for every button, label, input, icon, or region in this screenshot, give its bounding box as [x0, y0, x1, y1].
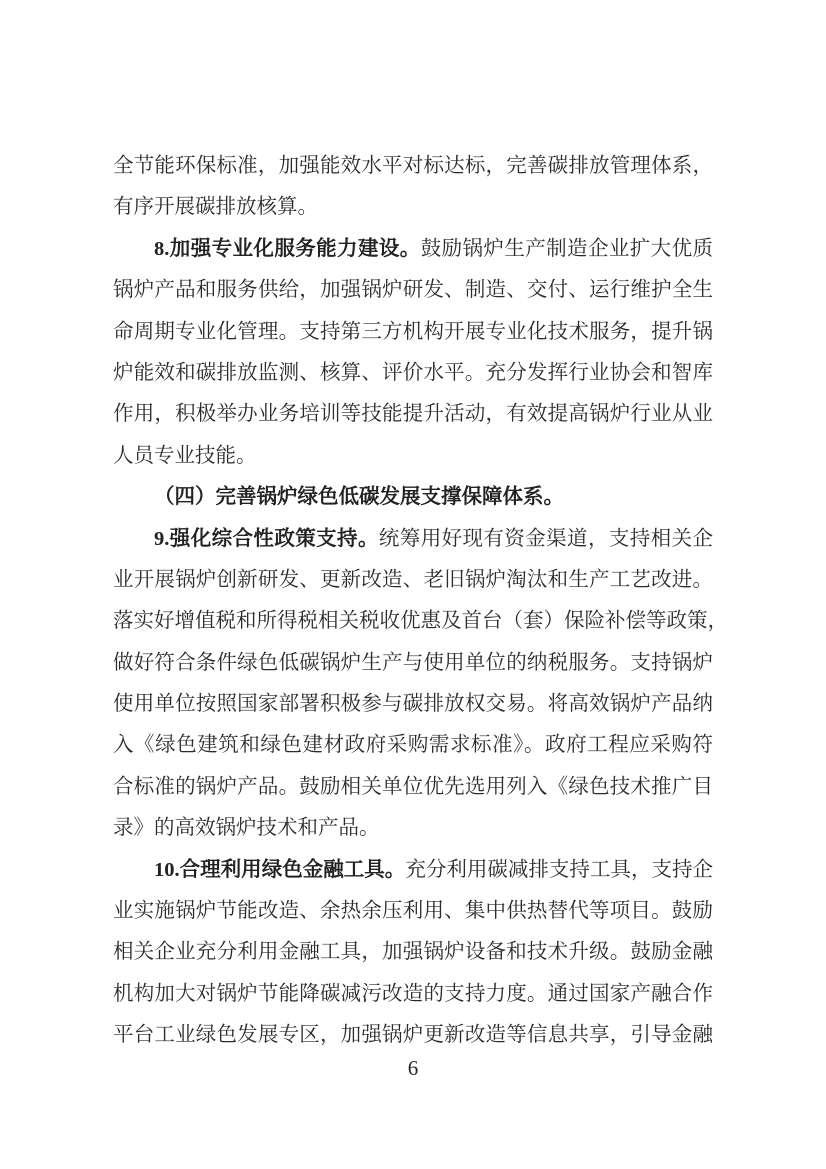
text-segment: 全节能环保标准，加强能效水平对标达标，完善碳排放管理体系，: [113, 155, 713, 177]
text-line: [113, 187, 713, 228]
text-segment: 相关企业充分利用金融工具，加强锅炉设备和技术升级。鼓励金融: [113, 941, 713, 964]
text-segment: 平台工业绿色发展专区，加强锅炉更新改造等信息共享，引导金融: [113, 1024, 713, 1047]
text-segment: 作用，积极举办业务培训等技能提升活动，有效提高锅炉行业从业: [113, 403, 713, 426]
text-line: [113, 850, 713, 891]
text-line: [113, 560, 713, 601]
text-line: [113, 808, 713, 849]
text-segment: 录》的高效锅炉技术和产品。: [113, 817, 380, 840]
text-segment: 机构加大对锅炉节能降碳减污改造的支持力度。通过国家产融合作: [113, 982, 713, 1005]
text-line: [113, 891, 713, 932]
text-line: [113, 353, 713, 394]
text-line: [113, 477, 713, 518]
text-segment: 入《绿色建筑和绿色建材政府采购需求标准》。政府工程应采购符: [113, 734, 713, 757]
text-segment: 锅炉产品和服务供给，加强锅炉研发、制造、交付、运行维护全生: [113, 279, 713, 302]
page-number: 6: [407, 1056, 419, 1080]
text-segment: 做好符合条件绿色低碳锅炉生产与使用单位的纳税服务。支持锅炉: [113, 651, 713, 674]
text-segment: 充分利用碳减排支持工具，支持企: [405, 858, 714, 881]
text-line: [113, 932, 713, 973]
text-line: [113, 229, 713, 270]
text-segment: 炉能效和碳排放监测、核算、评价水平。充分发挥行业协会和智库: [113, 361, 713, 384]
text-line: [113, 725, 713, 766]
text-segment: 落实好增值税和所得税相关税收优惠及首台（套）保险补偿等政策，: [113, 610, 728, 633]
document-body: [113, 146, 728, 1057]
text-line: [113, 519, 713, 560]
heading-segment: （四）完善锅炉绿色低碳发展支撑保障体系。: [154, 486, 564, 509]
heading-segment: 9.强化综合性政策支持。: [154, 527, 379, 550]
text-segment: 人员专业技能。: [113, 444, 257, 467]
text-segment: 合标准的锅炉产品。鼓励相关单位优先选用列入《绿色技术推广目: [113, 775, 713, 798]
text-line: [113, 643, 713, 684]
text-segment: 业开展锅炉创新研发、更新改造、老旧锅炉淘汰和生产工艺改进。: [113, 568, 713, 591]
text-line: [113, 436, 713, 477]
text-segment: 有序开展碳排放核算。: [113, 196, 318, 219]
text-line: [113, 767, 713, 808]
text-line: [113, 684, 713, 725]
text-line: [113, 394, 713, 435]
text-line: [113, 974, 713, 1015]
text-segment: 命周期专业化管理。支持第三方机构开展专业化技术服务，提升锅: [113, 320, 713, 343]
text-segment: 统筹用好现有资金渠道，支持相关企: [378, 527, 714, 550]
heading-segment: 10.合理利用绿色金融工具。: [154, 858, 406, 881]
text-segment: 鼓励锅炉生产制造企业扩大优质: [420, 237, 713, 260]
text-line: [113, 270, 713, 311]
text-segment: 业实施锅炉节能改造、余热余压利用、集中供热替代等项目。鼓励: [113, 900, 713, 923]
text-line: [113, 146, 713, 187]
text-segment: 使用单位按照国家部署积极参与碳排放权交易。将高效锅炉产品纳: [113, 693, 713, 716]
text-line: [113, 601, 728, 642]
text-line: [113, 312, 713, 353]
heading-segment: 8.加强专业化服务能力建设。: [154, 237, 421, 260]
